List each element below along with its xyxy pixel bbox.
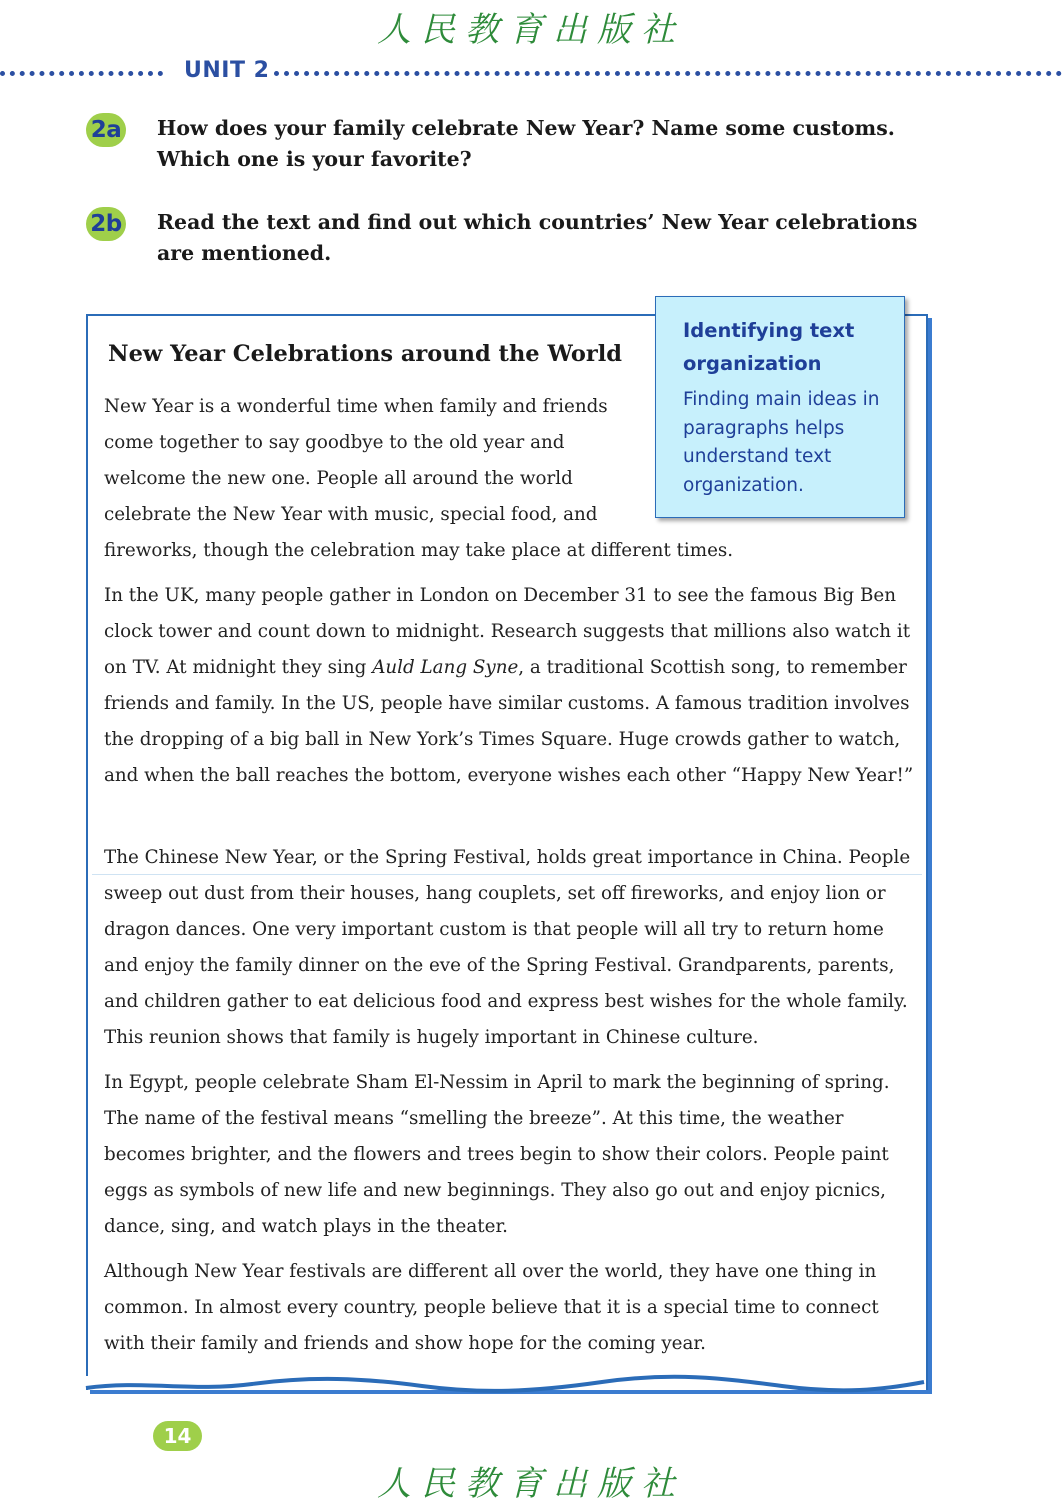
dotted-rule-left <box>0 71 163 76</box>
article-paragraph-3 <box>104 840 914 1057</box>
article-title: New Year Celebrations around the World <box>108 341 623 367</box>
tip-body: Finding main ideas in paragraphs helps understand text organization. <box>683 389 880 496</box>
paragraph-4-text: In Egypt, people celebrate Sham El-Nessim in April to mark the beginning of spring. The name of the festival means “smelling the breeze”. At this time, the weather becomes brighter, and the flowers and trees begin to show their colors. People paint eggs as symbols of new life and new beginnings. They also go out and enjoy picnics, dance, sing, and watch plays in the theater. <box>104 1072 890 1238</box>
paragraph-1-text: New Year is a wonderful time when family and friends come together to say goodbye to the old year and welcome the new one. People all around the world celebrate the New Year with music, special food, and fireworks, though the celebration may take place at different times. <box>104 396 734 562</box>
article-paragraph-1 <box>104 389 914 569</box>
task-2b-text: Read the text and find out which countries’ New Year celebrations are mentioned. <box>157 210 918 265</box>
paragraph-3-text: The Chinese New Year, or the Spring Festival, holds great importance in China. People sweep out dust from their houses, hang couplets, set off fireworks, and enjoy lion or dragon dances. One very important custom is that people will all try to return home and enjoy the family dinner on the eve of the Spring Festival. Grandparents, parents, and children gather to eat delicious food and express best wishes for the whole family. This reunion shows that family is hugely important in Chinese culture. <box>104 847 911 1049</box>
task-badge-2a: 2a <box>86 113 126 147</box>
article-paragraph-2 <box>104 578 914 795</box>
publisher-logo-top: 人民教育出版社 <box>377 10 685 50</box>
paragraph-5-text: Although New Year festivals are different all over the world, they have one thing in common. In almost every country, people believe that it is a special time to connect with their family and friends and show hope for the coming year. <box>104 1261 879 1355</box>
article-paragraph-4 <box>104 1065 914 1245</box>
unit-label: UNIT 2 <box>184 58 270 83</box>
publisher-logo-bottom: 人民教育出版社 <box>377 1464 685 1504</box>
line-divider <box>92 874 922 875</box>
paragraph-2-text-start: In the UK, many people gather in London on December 31 to see the famous Big Ben clock tower and count down to midnight. Research suggests that millions also watch it on TV. At midnight they sing <box>104 585 911 679</box>
page-number: 14 <box>153 1421 202 1451</box>
dotted-rule-right <box>274 71 1062 76</box>
torn-paper-edge <box>82 1372 928 1396</box>
unit-header <box>0 58 1062 88</box>
tip-box-spacer <box>618 389 914 533</box>
song-title: Auld Lang Syne <box>372 657 519 679</box>
task-badge-2b: 2b <box>86 207 126 241</box>
article-paragraph-5 <box>104 1254 914 1362</box>
tip-title: Identifying text organization <box>683 319 855 375</box>
task-2a-text: How does your family celebrate New Year? Name some customs. Which one is your favorite? <box>157 116 895 171</box>
paragraph-2-text-end: , a traditional Scottish song, to remember friends and family. In the US, people have similar customs. A famous tradition involves the dropping of a big ball in New York’s Times Square. Huge crowds gather to watch, and when the ball reaches the bottom, everyone wishes each other “Happy New Year!” <box>104 657 914 787</box>
